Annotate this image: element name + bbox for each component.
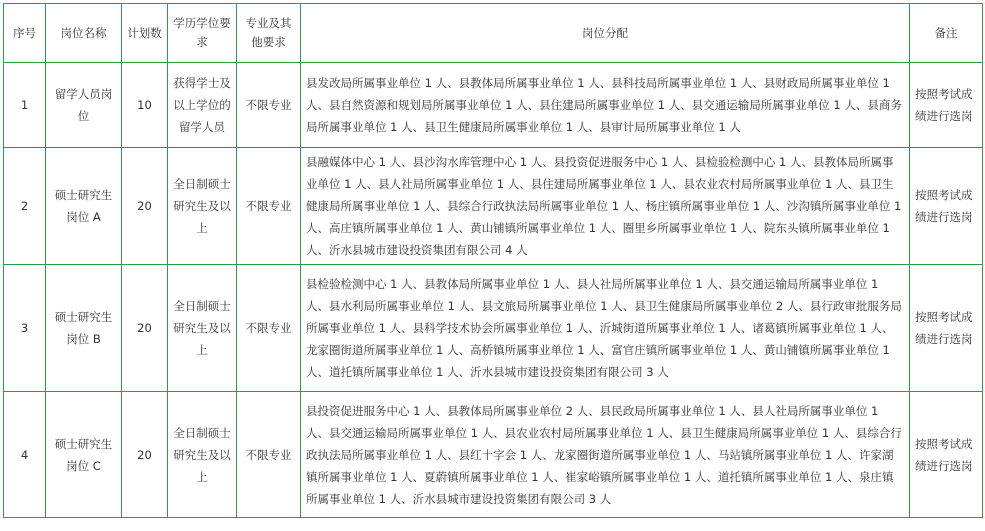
table-row [4, 63, 983, 148]
header-seq: 序号 [4, 4, 46, 63]
header-plan-count: 计划数 [122, 4, 168, 63]
cell-major: 不限专业 [237, 148, 301, 265]
cell-plan-count: 20 [122, 148, 168, 265]
cell-note: 按照考试成绩进行选岗 [910, 392, 983, 518]
table-row [4, 392, 983, 518]
header-education: 学历学位要求 [168, 4, 237, 63]
cell-note: 按照考试成绩进行选岗 [910, 63, 983, 148]
cell-major: 不限专业 [237, 265, 301, 392]
cell-education: 获得学士及以上学位的留学人员 [168, 63, 237, 148]
cell-distribution: 县融媒体中心 1 人、县沙沟水库管理中心 1 人、县投资促进服务中心 1 人、县检验检测中心 1 人、县教体局所属事业单位 1 人、县人社局所属事业单位 1 人、县住建局所属事业单位 1 人、县农业农村局所属事业单位 1 人、县卫生健康局所属事业单位 1 人、县综合行政执法局所属事业单位 1 人、杨庄镇所属事业单位 1 人、沙沟镇所属事业单位 1 人、高庄镇所属事业单位 1 人、黄山铺镇所属事业单位 1 人、圈里乡所属事业单位 1 人、院东头镇所属事业单位 1 人、沂水县城市建设投资集团有限公司 4 人 [301, 148, 910, 265]
cell-seq: 3 [4, 265, 46, 392]
cell-major: 不限专业 [237, 63, 301, 148]
header-distribution: 岗位分配 [301, 4, 910, 63]
recruitment-table [3, 3, 983, 518]
cell-education: 全日制硕士研究生及以上 [168, 392, 237, 518]
cell-major: 不限专业 [237, 392, 301, 518]
cell-note: 按照考试成绩进行选岗 [910, 265, 983, 392]
cell-note: 按照考试成绩进行选岗 [910, 148, 983, 265]
cell-seq: 1 [4, 63, 46, 148]
table-header-row [4, 4, 983, 63]
cell-distribution: 县发改局所属事业单位 1 人、县教体局所属事业单位 1 人、县科技局所属事业单位 1 人、县财政局所属事业单位 1 人、县自然资源和规划局所属事业单位 1 人、县住建局所属事业单位 1 人、县交通运输局所属事业单位 1 人、县商务局所属事业单位 1 人、县卫生健康局所属事业单位 1 人、县审计局所属事业单位 1 人 [301, 63, 910, 148]
cell-position-name: 留学人员岗位 [46, 63, 122, 148]
cell-education: 全日制硕士研究生及以上 [168, 148, 237, 265]
header-major: 专业及其他要求 [237, 4, 301, 63]
cell-distribution: 县检验检测中心 1 人、县教体局所属事业单位 1 人、县人社局所属事业单位 1 人、县交通运输局所属事业单位 1 人、县水利局所属事业单位 1 人、县文旅局所属事业单位 1 人、县卫生健康局所属事业单位 2 人、县行政审批服务局所属事业单位 1 人、县科学技术协会所属事业单位 1 人、沂城街道所属事业单位 1 人、诸葛镇所属事业单位 1 人、龙家圈街道所属事业单位 1 人、高桥镇所属事业单位 1 人、富官庄镇所属事业单位 1 人、黄山铺镇所属事业单位 1 人、道托镇所属事业单位 1 人、沂水县城市建设投资集团有限公司 3 人 [301, 265, 910, 392]
cell-seq: 2 [4, 148, 46, 265]
table-row [4, 265, 983, 392]
cell-plan-count: 20 [122, 392, 168, 518]
cell-education: 全日制硕士研究生及以上 [168, 265, 237, 392]
cell-position-name: 硕士研究生岗位 A [46, 148, 122, 265]
header-note: 备注 [910, 4, 983, 63]
table-row [4, 148, 983, 265]
cell-plan-count: 20 [122, 265, 168, 392]
cell-plan-count: 10 [122, 63, 168, 148]
header-position-name: 岗位名称 [46, 4, 122, 63]
cell-position-name: 硕士研究生岗位 B [46, 265, 122, 392]
cell-distribution: 县投资促进服务中心 1 人、县教体局所属事业单位 2 人、县民政局所属事业单位 1 人、县人社局所属事业单位 1 人、县交通运输局所属事业单位 1 人、县农业农村局所属事业单位 1 人、县卫生健康局所属事业单位 1 人、县综合行政执法局所属事业单位 1 人、县红十字会 1 人、龙家圈街道所属事业单位 1 人、马站镇所属事业单位 1 人、许家湖镇所属事业单位 1 人、夏蔚镇所属事业单位 1 人、崔家峪镇所属事业单位 1 人、道托镇所属事业单位 1 人、泉庄镇所属事业单位 1 人、沂水县城市建设投资集团有限公司 3 人 [301, 392, 910, 518]
cell-position-name: 硕士研究生岗位 C [46, 392, 122, 518]
cell-seq: 4 [4, 392, 46, 518]
